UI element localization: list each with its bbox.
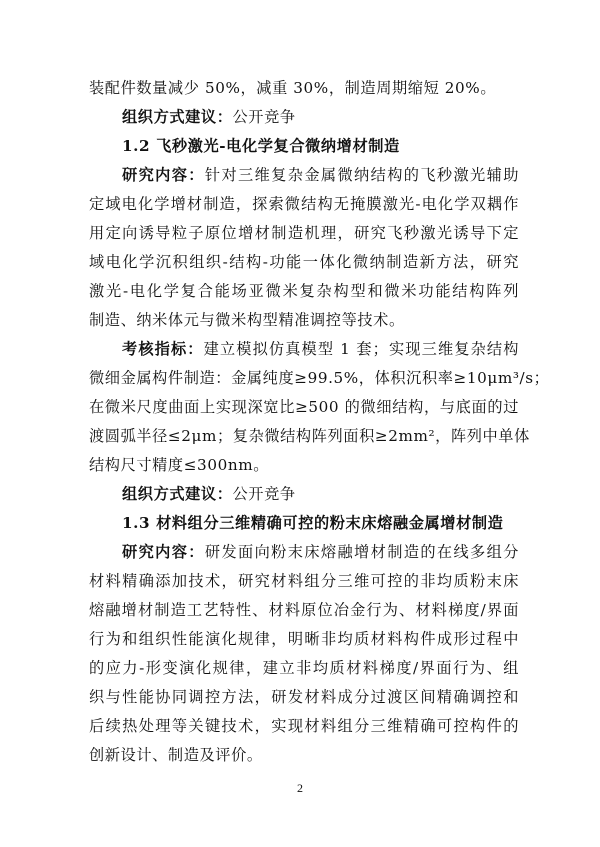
section-heading-1-2 (122, 136, 519, 156)
paragraph-line (89, 223, 519, 243)
org-suggestion-line (122, 484, 519, 504)
body-text: 行为和组织性能演化规律，明晰非均质材料构件成形过程中 (89, 630, 519, 648)
paragraph-line (89, 658, 519, 678)
body-text: 用定向诱导粒子原位增材制造机理，研究飞秒激光诱导下定 (89, 224, 519, 242)
paragraph-line (89, 252, 519, 272)
body-text: 定域电化学增材制造，探索微结构无掩膜激光-电化学双耦作 (89, 195, 519, 213)
body-text: 微细金属构件制造：金属纯度≥99.5%，体积沉积率≥10μm³/s； (89, 369, 550, 387)
page-number: 2 (297, 781, 303, 795)
paragraph-line (89, 571, 519, 591)
body-text: 后续热处理等关键技术，实现材料组分三维精确可控构件的 (89, 717, 519, 735)
research-content-label: 研究内容： (122, 543, 205, 561)
org-suggestion-label: 组织方式建议： (122, 108, 233, 126)
body-text: 建立模拟仿真模型 1 套；实现三维复杂结构 (203, 340, 520, 358)
paragraph-line (89, 281, 519, 301)
paragraph-line (89, 426, 530, 446)
paragraph-line (89, 745, 519, 765)
paragraph-line (89, 716, 519, 736)
body-text: 针对三维复杂金属微纳结构的飞秒激光辅助 (204, 166, 519, 184)
body-text: 的应力-形变演化规律，建立非均质材料梯度/界面行为、组 (89, 659, 519, 677)
paragraph-line (122, 339, 519, 359)
body-text: 结构尺寸精度≤300nm。 (89, 456, 270, 474)
section-heading-text: 1.3 材料组分三维精确可控的粉末床熔融金属增材制造 (122, 514, 504, 532)
body-text: 渡圆弧半径≤2μm；复杂微结构阵列面积≥2mm²，阵列中单体 (89, 427, 530, 445)
body-text: 域电化学沉积组织-结构-功能一体化微纳制造新方法，研究 (89, 253, 519, 271)
paragraph-line (89, 687, 519, 707)
body-text: 制造、纳米体元与微米构型精准调控等技术。 (89, 311, 405, 329)
paragraph-line (89, 397, 519, 417)
body-text: 织与性能协同调控方法，研发材料成分过渡区间精确调控和 (89, 688, 519, 706)
paragraph-line (89, 600, 519, 620)
body-text: 研发面向粉末床熔融增材制造的在线多组分 (204, 543, 519, 561)
body-text: 材料精确添加技术，研究材料组分三维可控的非均质粉末床 (89, 572, 519, 590)
paragraph-line (122, 165, 519, 185)
body-text: 熔融增材制造工艺特性、材料原位冶金行为、材料梯度/界面 (89, 601, 519, 619)
paragraph-line (89, 368, 550, 388)
body-text: 激光-电化学复合能场亚微米复杂构型和微米功能结构阵列 (89, 282, 519, 300)
org-suggestion-label: 组织方式建议： (122, 485, 233, 503)
section-heading-1-3 (122, 513, 519, 533)
assessment-label: 考核指标： (122, 340, 204, 358)
body-text: 创新设计、制造及评价。 (89, 746, 263, 764)
paragraph-line (122, 542, 519, 562)
research-content-label: 研究内容： (122, 166, 205, 184)
paragraph-line (89, 78, 519, 98)
paragraph-line (89, 629, 519, 649)
org-suggestion-line (122, 107, 519, 127)
body-text: 装配件数量减少 50%，减重 30%，制造周期缩短 20%。 (89, 79, 497, 97)
org-suggestion-value: 公开竞争 (232, 485, 296, 503)
paragraph-line (89, 194, 519, 214)
paragraph-line (89, 455, 519, 475)
body-text: 在微米尺度曲面上实现深宽比≥500 的微细结构，与底面的过 (89, 398, 519, 416)
paragraph-line (89, 310, 519, 330)
section-heading-text: 1.2 飞秒激光-电化学复合微纳增材制造 (122, 137, 400, 155)
org-suggestion-value: 公开竞争 (232, 108, 296, 126)
